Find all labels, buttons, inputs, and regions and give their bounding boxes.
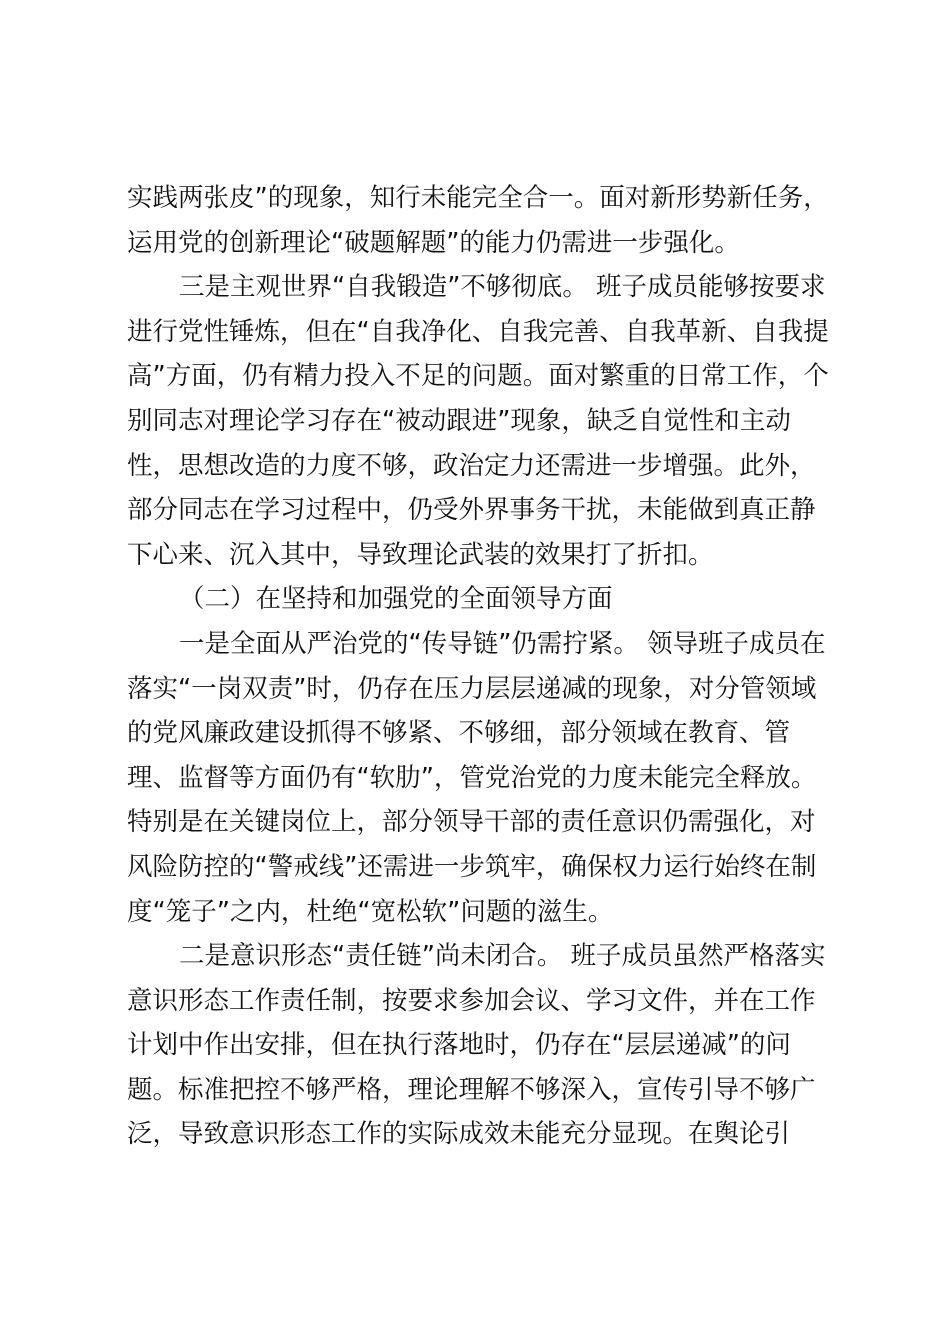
text-line: 题。标准把控不够严格，理论理解不够深入，宣传引导不够广 [127, 1074, 816, 1105]
text-line: 意识形态工作责任制，按要求参加会议、学习文件，并在工作 [127, 985, 816, 1016]
text-line: 实践两张皮”的现象，知行未能完全合一。面对新形势新任务， [127, 183, 829, 213]
text-line: 下心来、沉入其中，导致理论武装的效果打了折扣。 [127, 539, 714, 570]
text-line: 运用党的创新理论“破题解题”的能力仍需进一步强化。 [127, 227, 740, 258]
text-line: 理、监督等方面仍有“软肋”，管党治党的力度未能完全释放。 [127, 762, 817, 793]
paragraph-start-line: 一是全面从严治党的“传导链”仍需拧紧。 领导班子成员在 [179, 628, 826, 659]
text-line: 性，思想改造的力度不够，政治定力还需进一步增强。此外， [127, 450, 816, 481]
text-line: 别同志对理论学习存在“被动跟进”现象，缺乏自觉性和主动 [127, 405, 791, 436]
document-body [127, 176, 832, 1157]
text-line: 的党风廉政建设抓得不够紧、不够细，部分领域在教育、管 [127, 718, 791, 749]
text-line: 风险防控的“警戒线”还需进一步筑牢，确保权力运行始终在制 [127, 851, 817, 882]
paragraph-start-line: 二是意识形态“责任链”尚未闭合。 班子成员虽然严格落实 [179, 941, 826, 972]
text-line: 部分同志在学习过程中，仍受外界事务干扰，未能做到真正静 [127, 495, 816, 526]
text-line: 特别是在关键岗位上，部分领导干部的责任意识仍需强化，对 [127, 807, 816, 838]
text-line: 泛，导致意识形态工作的实际成效未能充分显现。在舆论引 [127, 1119, 791, 1150]
text-line: 落实“一岗双责”时，仍存在压力层层递减的现象，对分管领域 [127, 673, 817, 704]
section-heading: （二）在坚持和加强党的全面领导方面 [179, 584, 613, 615]
text-line: 计划中作出安排，但在执行落地时，仍存在“层层递减”的问 [127, 1030, 791, 1061]
text-line: 高”方面，仍有精力投入不足的问题。面对繁重的日常工作，个 [127, 361, 829, 392]
text-line: 度“笼子”之内，杜绝“宽松软”问题的滋生。 [127, 896, 614, 927]
text-line: 进行党性锤炼，但在“自我净化、自我完善、自我革新、自我提 [127, 316, 829, 347]
paragraph-start-line: 三是主观世界“自我锻造”不够彻底。 班子成员能够按要求 [179, 272, 826, 303]
